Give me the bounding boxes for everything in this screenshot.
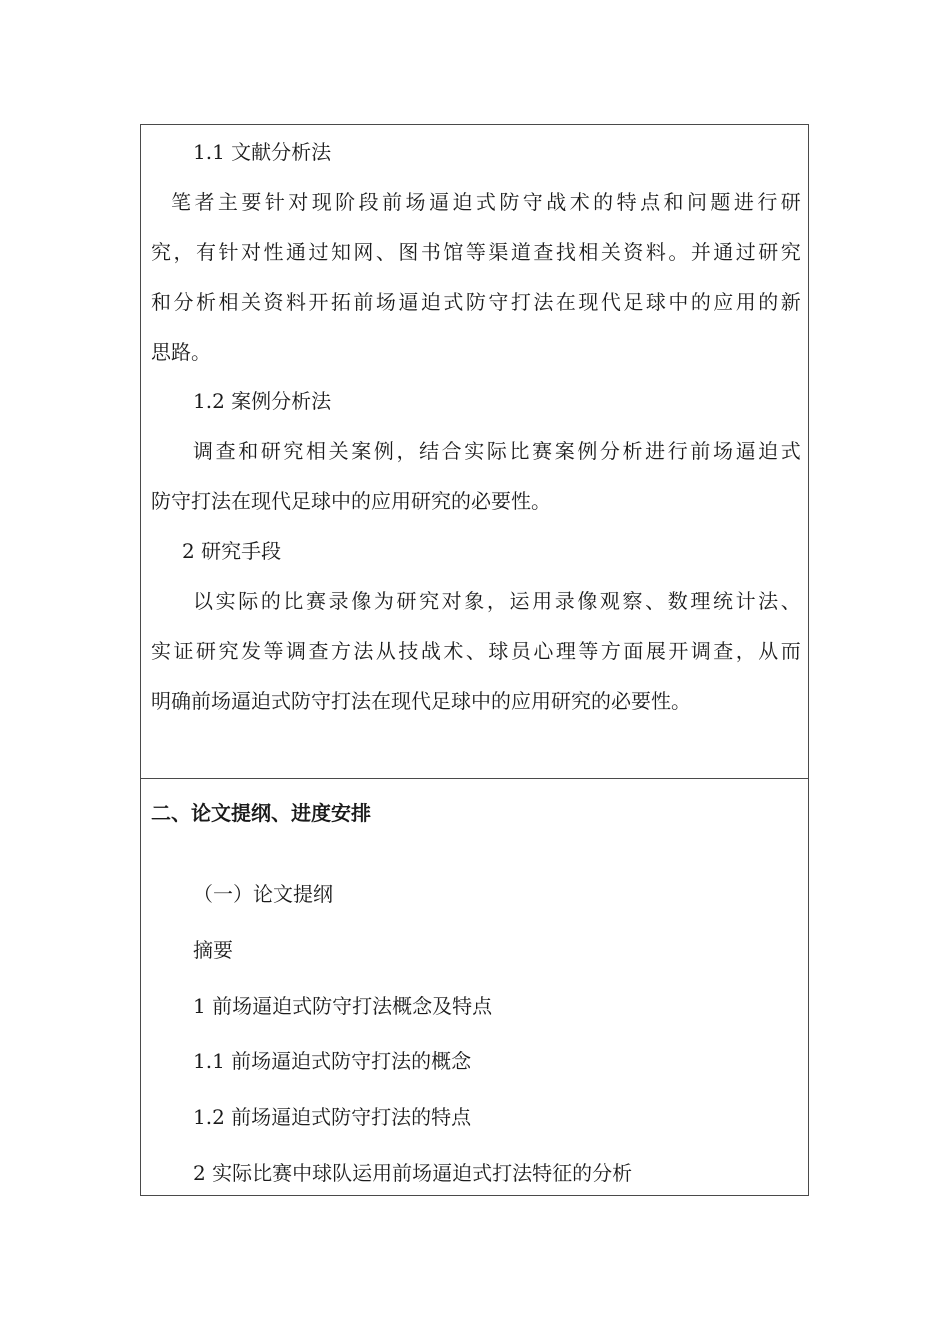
outline-item: 1.2 前场逼迫式防守打法的特点 [193, 1105, 472, 1129]
outline-item: 1 前场逼迫式防守打法概念及特点 [193, 994, 493, 1018]
row-divider [141, 778, 808, 779]
paragraph-line: 究，有针对性通过知网、图书馆等渠道查找相关资料。并通过研究 [151, 240, 801, 264]
outline-item: 摘要 [193, 938, 233, 962]
heading-case-analysis: 1.2 案例分析法 [193, 389, 332, 413]
paragraph-line: 笔者主要针对现阶段前场逼迫式防守战术的特点和问题进行研 [171, 190, 801, 214]
section-heading-outline: 二、论文提纲、进度安排 [151, 801, 371, 825]
paragraph-line: 思路。 [151, 340, 211, 364]
paragraph-line: 明确前场逼迫式防守打法在现代足球中的应用研究的必要性。 [151, 689, 691, 713]
paragraph-line: 调查和研究相关案例，结合实际比赛案例分析进行前场逼迫式 [193, 439, 801, 463]
outline-item: 1.1 前场逼迫式防守打法的概念 [193, 1049, 472, 1073]
paragraph-line: 和分析相关资料开拓前场逼迫式防守打法在现代足球中的应用的新 [151, 290, 801, 314]
paragraph-line: 防守打法在现代足球中的应用研究的必要性。 [151, 489, 551, 513]
paragraph-line: 以实际的比赛录像为研究对象，运用录像观察、数理统计法、 [193, 589, 801, 613]
table-frame [140, 124, 809, 1196]
outline-item: 2 实际比赛中球队运用前场逼迫式打法特征的分析 [193, 1161, 633, 1185]
heading-literature-analysis: 1.1 文献分析法 [193, 140, 332, 164]
heading-research-means: 2 研究手段 [182, 539, 282, 563]
paragraph-line: 实证研究发等调查方法从技战术、球员心理等方面展开调查，从而 [151, 639, 801, 663]
sub-heading-outline: （一）论文提纲 [193, 882, 333, 906]
